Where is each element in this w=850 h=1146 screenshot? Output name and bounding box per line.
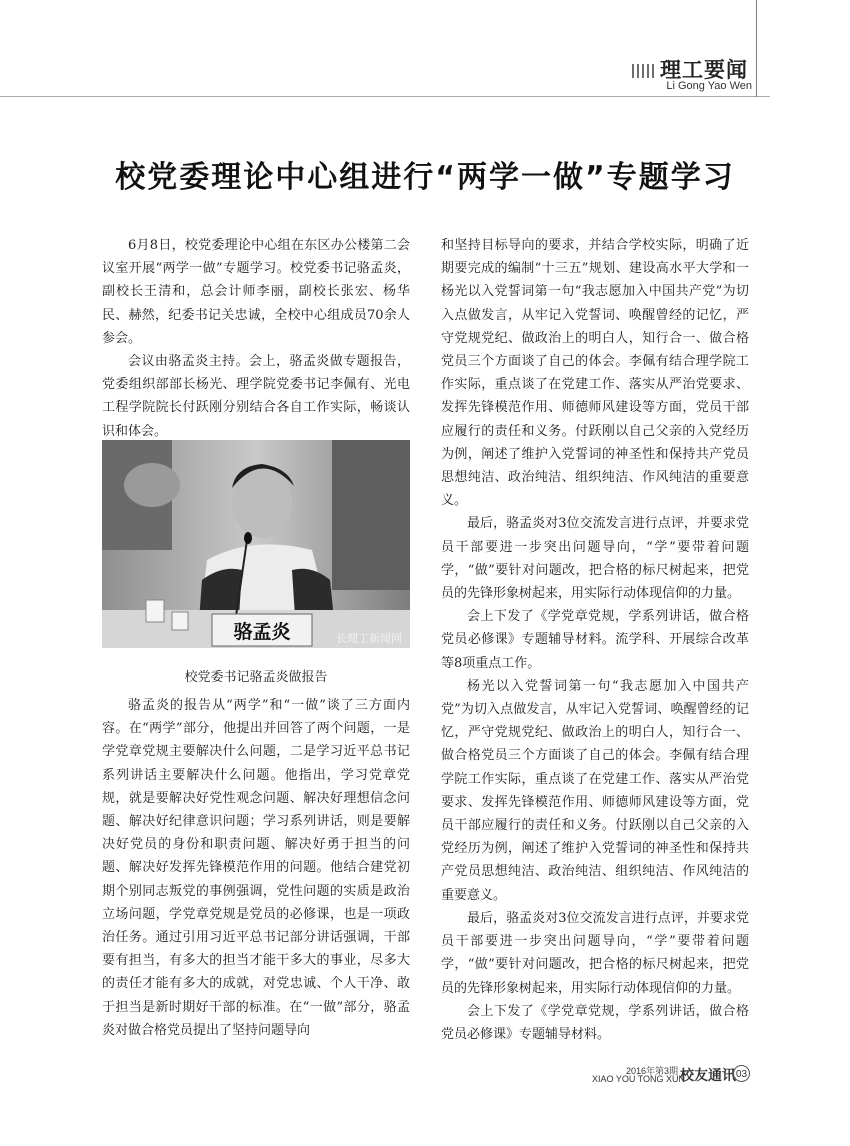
magazine-name: 校友通讯 [680, 1068, 736, 1084]
left-column-bottom [102, 694, 410, 1042]
paragraph: 会上下发了《学党章党规，学系列讲话，做合格党员必修课》专题辅导材料。 [441, 1003, 749, 1042]
photo-caption: 校党委书记骆孟炎做报告 [184, 670, 328, 685]
paragraph: 会议由骆孟炎主持。会上，骆孟炎做专题报告，党委组织部部长杨光、理学院党委书记李佩有、光电工程学院院长付跃刚分别结合各自工作实际，畅谈认识和体会。 [102, 354, 410, 439]
paragraph: 和坚持目标导向的要求，并结合学校实际，明确了近期要完成的编制“十三五”规划、建设高水平大学和一杨光以入党誓词第一句“我志愿加入中国共产党”为切入点做发言，从牢记入党誓词、唤醒曾经的记忆，严守党规党纪、做政治上的明白人，知行合一、做合格党员三个方面谈了自己的体会。李佩有结合理学院工作实际，重点谈了在党建工作、落实从严治党要求、发挥先锋模范作用、师德师风建设等方面，党员干部应履行的责任和义务。付跃刚以自己父亲的入党经历为例，阐述了维护入党誓词的神圣性和保持共产党员思想纯洁、政治纯洁、组织纯洁、作风纯洁的重要意义。 [441, 238, 749, 509]
speaker-photo [102, 440, 410, 648]
right-column [441, 234, 749, 1046]
magazine-pinyin: XIAO YOU TONG XUN [592, 1074, 686, 1084]
left-column-top [102, 234, 410, 443]
paragraph: 最后，骆孟炎对3位交流发言进行点评，并要求党员干部要进一步突出问题导向，“学”要带着问题学，“做”要针对问题改，把合格的标尺树起来，把党员的先锋形象树起来，用实际行动体现信仰的力量。 [441, 910, 749, 996]
nameplate-text: 骆孟炎 [233, 621, 291, 643]
paragraph: 最后，骆孟炎对3位交流发言进行点评，并要求党员干部要进一步突出问题导向，“学”要带着问题学，“做”要针对问题改，把合格的标尺树起来，把党员的先锋形象树起来，用实际行动体现信仰的力量。 [441, 516, 749, 602]
paragraph: 6月8日，校党委理论中心组在东区办公楼第二会议室开展“两学一做”专题学习。校党委书记骆孟炎，副校长王清和，总会计师李丽，副校长张宏、杨华民、赫然，纪委书记关忠诚，全校中心组成员70余人参会。 [102, 238, 410, 346]
header-rule [0, 96, 770, 97]
issue-label: 2016年第3期 [625, 1066, 678, 1076]
section-pinyin: Li Gong Yao Wen [666, 80, 752, 92]
paragraph: 骆孟炎的报告从“两学”和“一做”谈了三方面内容。在“两学”部分，他提出并回答了两个问题，一是学党章党规主要解决什么问题，二是学习近平总书记系列讲话主要解决什么问题。他指出，学习党章党规，就是要解决好党性观念问题、解决好理想信念问题、解决好纪律意识问题；学习系列讲话，则是要解决好党员的身份和职责问题、解决好勇于担当的问题、解决好发挥先锋模范作用的问题。他结合建党初期个别同志叛党的事例强调，党性问题的实质是政治立场问题，学党章党规是党员的必修课，也是一项政治任务。通过引用习近平总书记部分讲话强调，干部要有担当，有多大的担当才能干多大的事业，尽多大的责任才能有多大的成就，对党忠诚、个人干净、敢于担当是新时期好干部的标准。在“一做”部分，骆孟炎对做合格党员提出了坚持问题导向 [102, 698, 410, 1038]
section-title: 理工要闻 [660, 58, 748, 82]
paragraph: 杨光以入党誓词第一句“我志愿加入中国共产党”为切入点做发言，从牢记入党誓词、唤醒曾经的记忆，严守党规党纪、做政治上的明白人，知行合一、做合格党员三个方面谈了自己的体会。李佩有结合理学院工作实际，重点谈了在党建工作、落实从严治党要求、发挥先锋模范作用、师德师风建设等方面，党员干部应履行的责任和义务。付跃刚以自己父亲的入党经历为例，阐述了维护入党誓词的神圣性和保持共产党员思想纯洁、政治纯洁、组织纯洁、作风纯洁的重要意义。 [441, 678, 749, 903]
article-title: 校党委理论中心组进行“两学一做”专题学习 [115, 160, 735, 195]
header-vertical-rule [756, 0, 757, 97]
page-number: 03 [733, 1065, 750, 1082]
paragraph: 会上下发了《学党章党规，学系列讲话，做合格党员必修课》专题辅导材料。流学科、开展综合改革等8项重点工作。 [441, 609, 749, 671]
photo-watermark: 长理工新闻网 [336, 632, 402, 645]
